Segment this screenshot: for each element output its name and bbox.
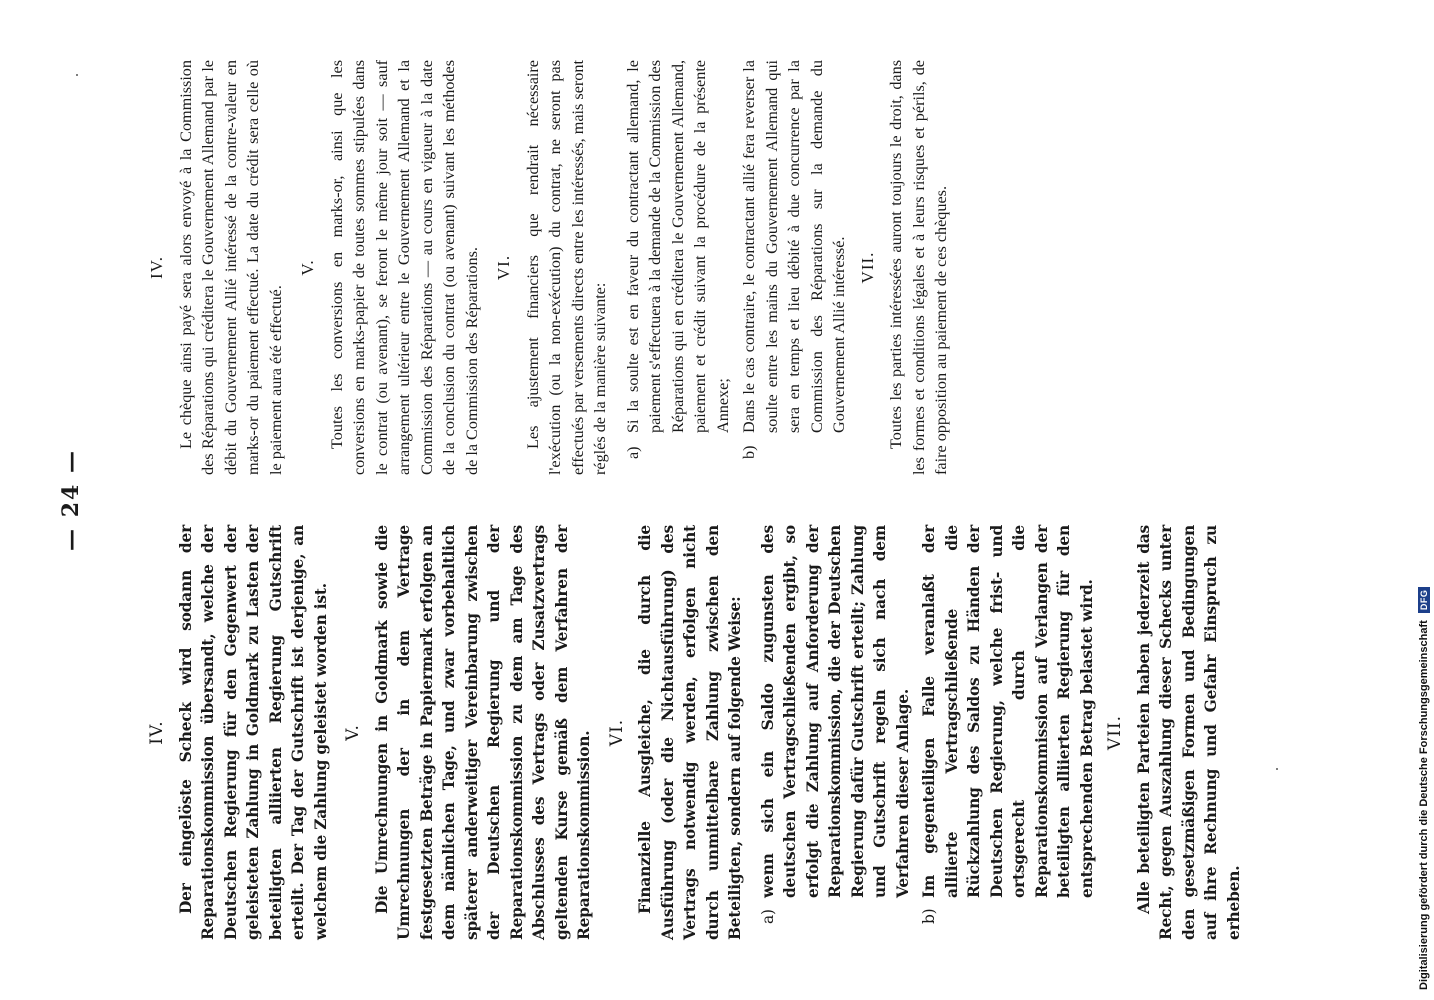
german-section-iv-text: Der eingelöste Scheck wird sodann der Reparationskommission übersandt, welche der Deutschen Regierung für den Gegenwert der geleisteten Zahlung in Goldmark zu Lasten der beteiligten alliierten Regierung Gutschrift erteilt. Der Tag der Gutschrift ist derjenige, an welchem die Zahlung geleistet worden ist. — [176, 525, 330, 940]
french-section-v-text: Toutes les conversions en marks-or, ainsi que les conversions en marks-papier de toutes sommes stipulées dans le contrat (ou avenant), se feront le même jour soit — sauf arrangement ultérieur entre le Gouvernement Allemand et la Commission des Réparations — au cours en vigueur à la date de la conclusion du contrat (ou avenant) suivant les méthodes de la Commission des Réparations. — [327, 60, 481, 475]
french-item-b-text: Dans le cas contraire, le contractant allié fera reverser la soulte entre les mains du Gouvernement Allemand qui sera en temps et lieu débité à due concurrence par la Commission des Réparations sur la demande du Gouvernement Allié intéressé. — [740, 60, 848, 433]
german-section-v-text: Die Umrechnungen in Goldmark sowie die Umrechnungen der in dem Vertrage festgesetzten Beträge in Papiermark erfolgen an dem nämlichen Tage, und zwar vorbehaltlich späterer anderweitiger Vereinbarung zwischen der Deutschen Regierung und der Reparationskommission zu dem am Tage des Abschlusses des Vertrags oder Zusatzvertrags geltenden Kurse gemäß dem Verfahren der Reparationskommission. — [372, 525, 593, 940]
digitization-credit-text: Digitalisierung gefördert durch die Deutsche Forschungsgemeinschaft — [1418, 620, 1430, 990]
german-section-iv-title: IV. — [147, 720, 167, 745]
digitization-credit — [1418, 587, 1430, 990]
french-section-vii-title: VII. — [857, 251, 877, 284]
french-section-vii-text: Toutes les parties intéressées auront toujours le droit, dans les formes et conditions légales et à leurs risques et périls, de faire opposition au paiement de ces chèques. — [887, 60, 950, 475]
dfg-logo: DFG — [1418, 587, 1430, 614]
german-section-vi-text: Finanzielle Ausgleiche, die durch die Ausführung (oder die Nichtausführung) des Vertrags notwendig werden, erfolgen nicht durch unmittelbare Zahlung zwischen den Beteiligten, sondern auf folgende Weise: — [636, 525, 744, 940]
french-item-a-text: Si la soulte est en faveur du contractant allemand, le paiement s'effectuera à la demande de la Commission des Réparations qui en créditera le Gouvernement Allemand, paiement et crédit suivant la procédure de la présente Annexe; — [623, 60, 732, 433]
german-item-a-mark: a) — [758, 909, 777, 924]
french-item-b-mark: b) — [740, 445, 758, 459]
french-item-a — [622, 60, 735, 475]
page-number: — 24 — — [58, 449, 84, 551]
french-section-vi-text: Les ajustement financiers que rendrait nécessaire l'exécution (ou la non-exécution) du contrat, ne seront pas effectués par versements directs entre les intéressés, mais seront réglés de la manière suivante: — [523, 60, 609, 475]
scan-speck — [76, 74, 78, 76]
french-section-v-title: V. — [298, 259, 317, 276]
french-item-a-mark: a) — [623, 446, 642, 459]
german-column — [140, 525, 1255, 940]
french-column — [140, 60, 963, 475]
german-item-a-text: wenn sich ein Saldo zugunsten des deutschen Vertragschließenden ergibt, so erfolgt die Zahlung auf Anforderung der Reparationskommission, die der Deutschen Regierung dafür Gutschrift erteilt; Zahlung und Gutschrift regeln sich nach dem Verfahren dieser Anlage. — [758, 525, 912, 898]
german-item-b-mark: b) — [920, 908, 938, 924]
german-item-a — [757, 525, 915, 940]
scan-speck — [1276, 768, 1278, 770]
german-section-vii-title: VII. — [1105, 714, 1125, 751]
french-item-b — [738, 60, 851, 475]
french-section-vi-title: VI. — [494, 254, 513, 281]
german-section-vii-text: Alle beteiligten Parteien haben jederzeit das Recht, gegen Auszahlung dieser Schecks unter den gesetzmäßigen Formen und Bedingungen auf ihre Rechnung und Gefahr Einspruch zu erheben. — [1134, 525, 1243, 940]
french-section-iv-title: IV. — [147, 256, 166, 279]
german-item-b — [918, 525, 1098, 940]
german-section-vi-title: VI. — [606, 718, 627, 747]
rotated-document-page — [58, 60, 1243, 940]
french-section-iv-text: Le chèque ainsi payé sera alors envoyé à la Commission des Réparations qui créditera le Gouvernement Allemand par le débit du Gouvernement Allié intéressé de la contre-valeur en marks-or du paiement effectué. La date du crédit sera celle où le paiement aura été effectué. — [176, 60, 285, 475]
german-section-v-title: V. — [343, 724, 363, 741]
german-item-b-text: Im gegenteiligen Falle veranlaßt der alliierte Vertragschließende die Rückzahlung des Saldos zu Händen der Deutschen Regierung, welche frist- und ortsgerecht durch die Reparationskommission auf Verlangen der beteiligten alliierten Regierung für den entsprechenden Betrag belastet wird. — [920, 525, 1096, 898]
